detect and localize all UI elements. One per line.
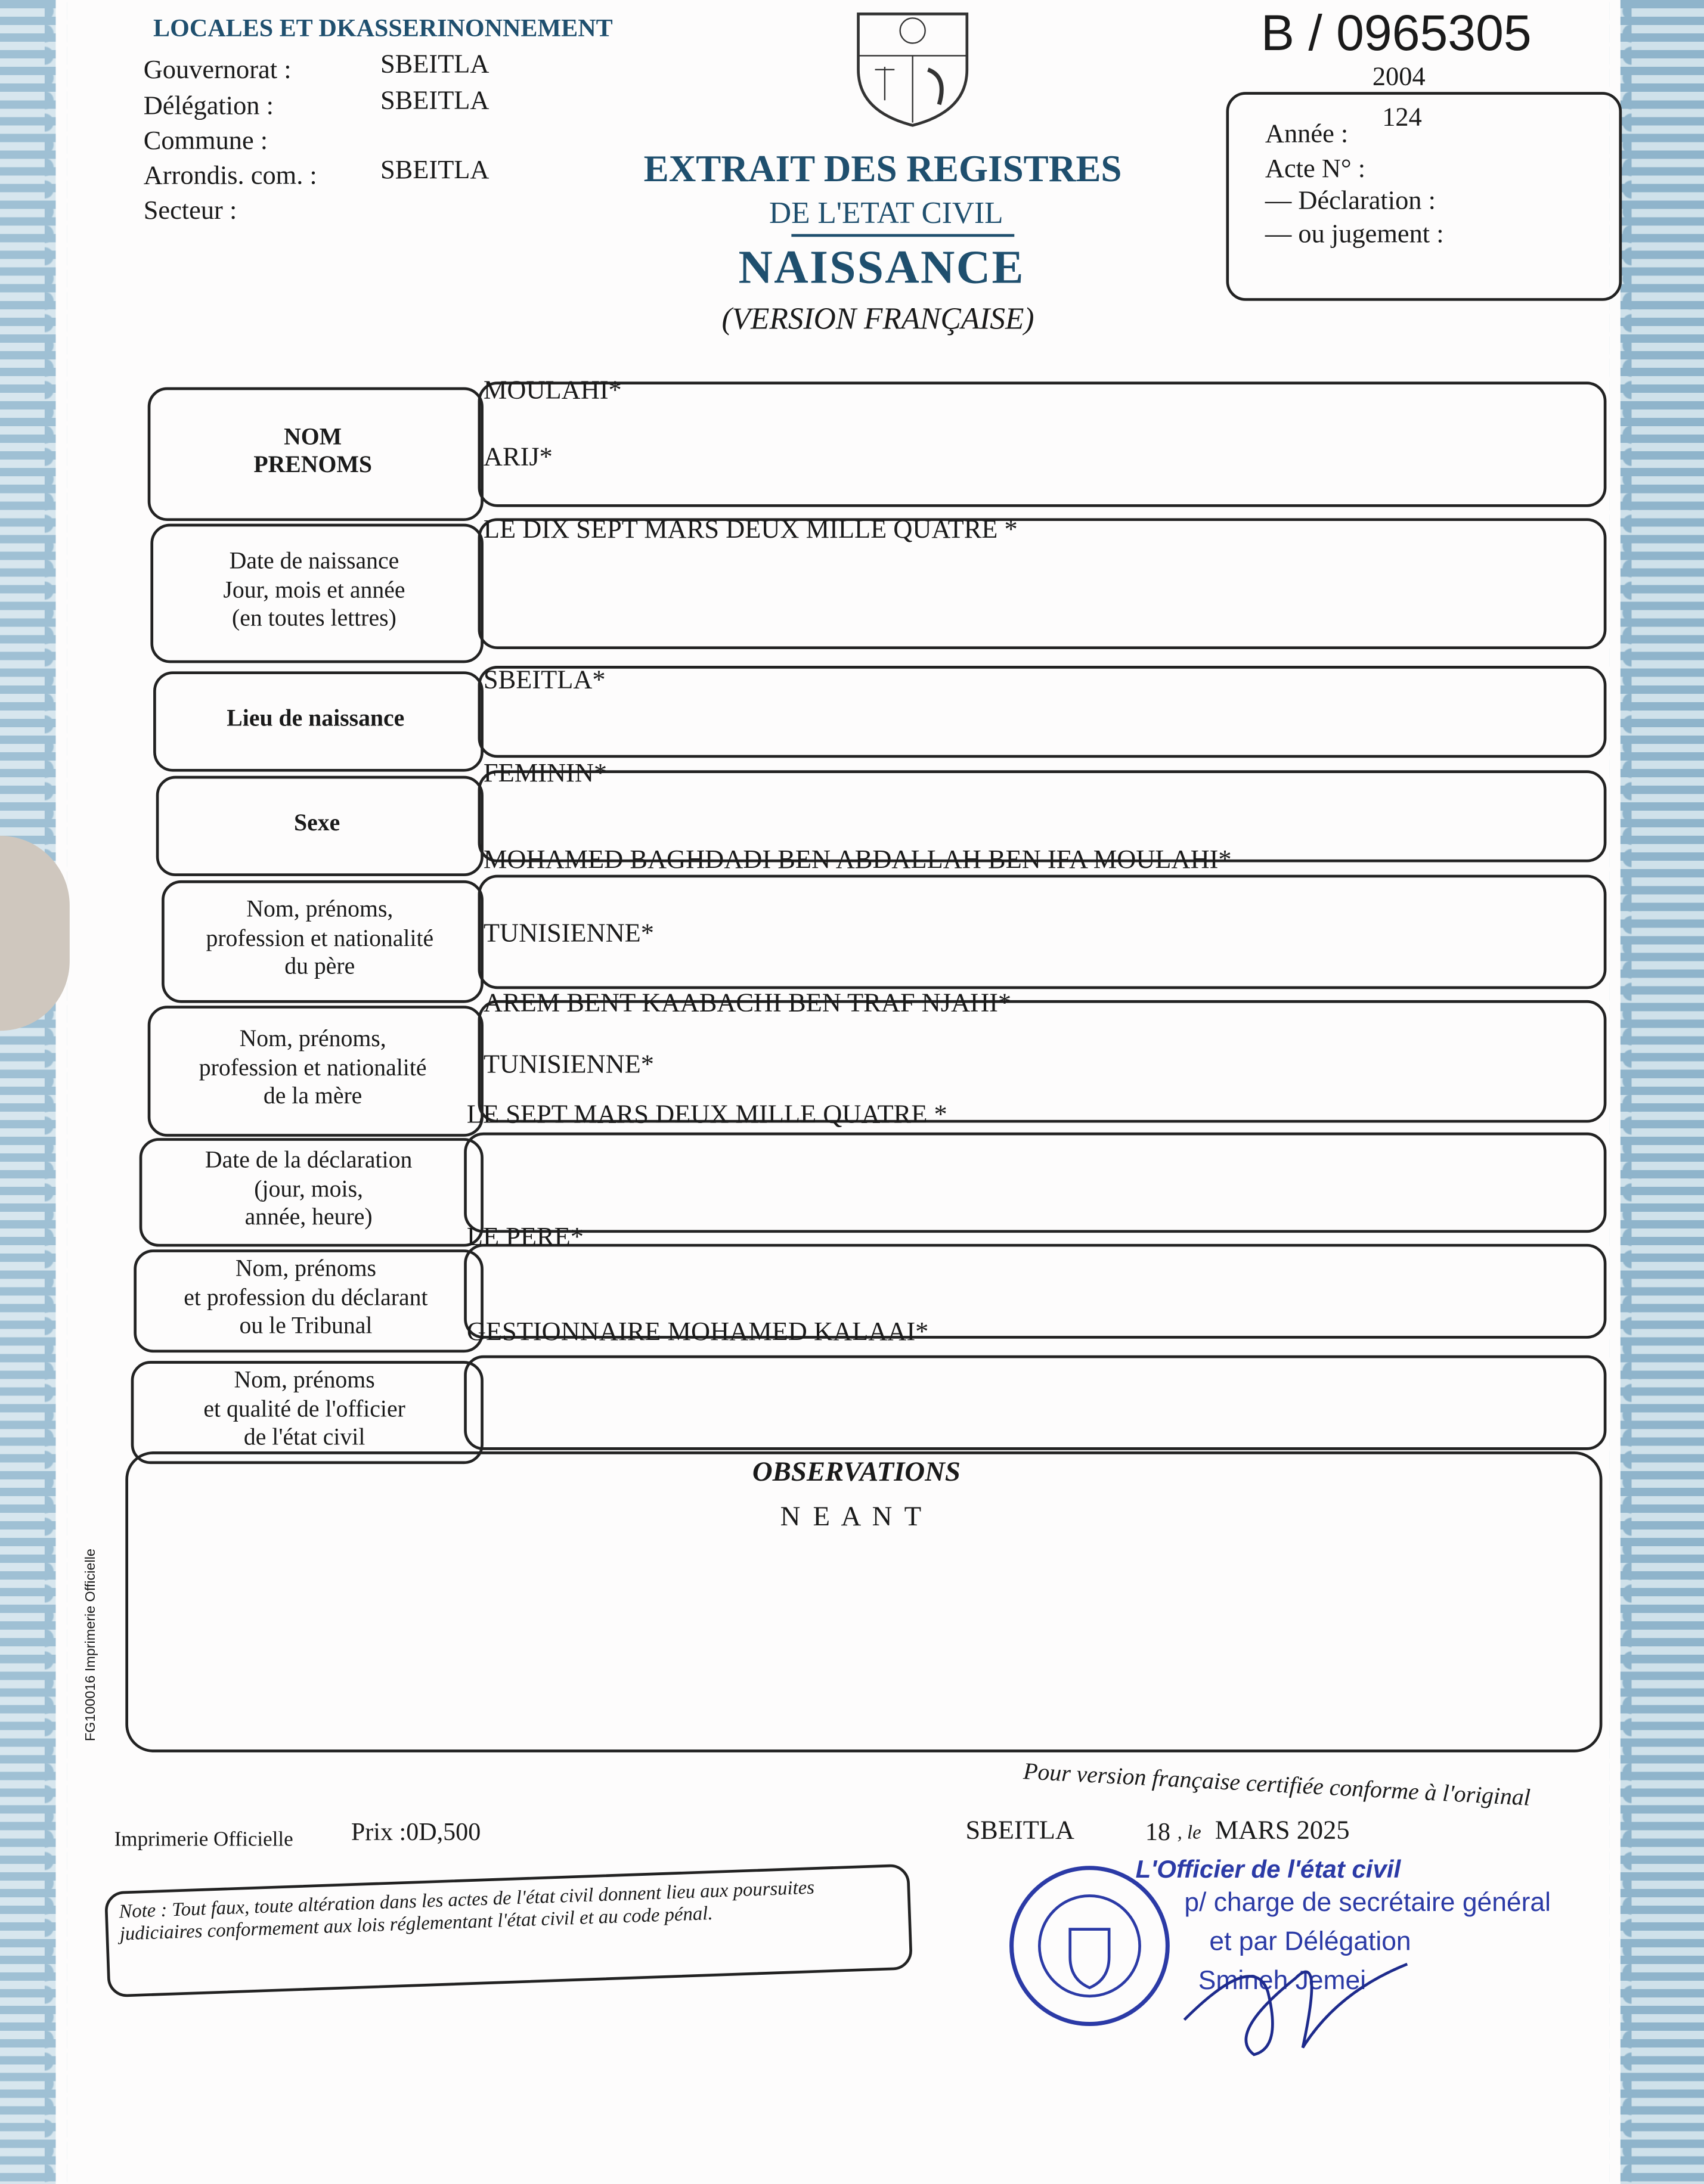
row-label bbox=[140, 1138, 478, 1241]
acte-value: 124 bbox=[1382, 103, 1422, 133]
row-value: LE DIX SEPT MARS DEUX MILLE QUATRE * bbox=[483, 515, 1018, 545]
row-label-line: année, heure) bbox=[244, 1203, 373, 1230]
jugement-label: — ou jugement : bbox=[1265, 220, 1444, 250]
observations-box bbox=[125, 1451, 1602, 1752]
title-divider bbox=[791, 234, 1014, 237]
row-value: SBEITLA* bbox=[483, 666, 606, 696]
row-label-line: NOM bbox=[284, 423, 342, 449]
stamp-line3: et par Délégation bbox=[1209, 1928, 1411, 1957]
row-label-line: PRENOMS bbox=[253, 451, 372, 478]
title-line1: EXTRAIT DES REGISTRES bbox=[643, 147, 1122, 190]
row-label-line: Date de naissance bbox=[229, 548, 399, 575]
row-label-line: profession et nationalité bbox=[199, 1054, 427, 1081]
note-box bbox=[104, 1864, 913, 1998]
acte-label: Acte N° : bbox=[1265, 154, 1366, 184]
price-label: Prix :0D,500 bbox=[351, 1817, 481, 1846]
coat-of-arms-emblem bbox=[847, 0, 978, 128]
row-label-line: Jour, mois et année bbox=[223, 576, 405, 603]
row-label-line: (jour, mois, bbox=[254, 1175, 363, 1202]
row-value: TUNISIENNE* bbox=[483, 919, 655, 949]
certified-text: Pour version française certifiée conforme à l'original bbox=[1023, 1758, 1531, 1811]
header-field-label: Commune : bbox=[143, 126, 268, 156]
header-field-label: Gouvernorat : bbox=[143, 55, 292, 85]
row-value-box bbox=[478, 666, 1607, 758]
row-value-box bbox=[478, 381, 1607, 507]
printer-label: Imprimerie Officielle bbox=[114, 1829, 293, 1851]
observations-value: N E A N T bbox=[780, 1502, 924, 1532]
row-label-line: de l'état civil bbox=[243, 1423, 365, 1451]
stamp-line2: p/ charge de secrétaire général bbox=[1184, 1888, 1551, 1918]
row-label bbox=[162, 880, 478, 997]
row-label-line: et qualité de l'officier bbox=[203, 1395, 405, 1422]
header-field-value: SBEITLA bbox=[380, 86, 489, 116]
row-value-box bbox=[464, 1133, 1606, 1233]
row-value: LE PERE* bbox=[466, 1223, 584, 1252]
row-label bbox=[153, 671, 478, 766]
decorative-border-left bbox=[0, 0, 55, 2184]
row-value: GESTIONNAIRE MOHAMED KALAAI* bbox=[466, 1317, 929, 1347]
row-label bbox=[134, 1249, 478, 1347]
row-value: AREM BENT KAABACHI BEN TRAF NJAHI* bbox=[483, 989, 1012, 1019]
row-label bbox=[156, 776, 478, 871]
row-label bbox=[150, 524, 478, 657]
row-value-box bbox=[464, 1355, 1606, 1450]
row-label-line: du père bbox=[284, 953, 355, 980]
date: MARS 2025 bbox=[1215, 1816, 1350, 1846]
le-label: , le bbox=[1177, 1823, 1201, 1845]
observations-title: OBSERVATIONS bbox=[752, 1457, 961, 1488]
version-label: (VERSION FRANÇAISE) bbox=[721, 300, 1034, 336]
row-label bbox=[148, 387, 478, 516]
row-label bbox=[131, 1361, 478, 1459]
serial-number: B / 0965305 bbox=[1260, 4, 1532, 61]
stamp-line4: Smineh Jemei bbox=[1198, 1966, 1367, 1996]
note-text: Note : Tout faux, toute altération dans les actes de l'état civil donnent lieu aux poursuites judiciaires conformement aux lois réglementant l'état civil et au code pénal. bbox=[118, 1878, 815, 1946]
row-label-line: et profession du déclarant bbox=[184, 1284, 428, 1311]
row-label-line: Lieu de naissance bbox=[227, 704, 405, 731]
row-label-line: Nom, prénoms bbox=[235, 1255, 376, 1282]
decorative-border-right bbox=[1621, 0, 1704, 2184]
row-value: ARIJ* bbox=[483, 443, 553, 473]
header-field-label: Délégation : bbox=[143, 92, 274, 122]
row-label-line: profession et nationalité bbox=[206, 925, 434, 951]
ministry-line: LOCALES ET DKASSERINONNEMENT bbox=[153, 14, 613, 42]
row-label-line: (en toutes lettres) bbox=[232, 604, 396, 632]
header-field-label: Arrondis. com. : bbox=[143, 162, 317, 191]
row-value: LE SEPT MARS DEUX MILLE QUATRE * bbox=[466, 1100, 947, 1130]
annee-label: Année : bbox=[1265, 119, 1349, 150]
row-value: FEMININ* bbox=[483, 759, 608, 789]
header-field-label: Secteur : bbox=[143, 196, 237, 226]
row-value: MOHAMED BAGHDADI BEN ABDALLAH BEN IFA MOULAHI* bbox=[483, 845, 1232, 875]
header-field-value: SBEITLA bbox=[380, 156, 489, 185]
place: SBEITLA bbox=[965, 1816, 1075, 1846]
side-print: FG100016 Imprimerie Officielle bbox=[83, 1549, 99, 1742]
title-line2: DE L'ETAT CIVIL bbox=[769, 195, 1003, 230]
signature-icon bbox=[1170, 1922, 1421, 2062]
row-label-line: de la mère bbox=[263, 1082, 363, 1109]
declaration-label: — Déclaration : bbox=[1265, 187, 1436, 216]
day: 18 bbox=[1145, 1817, 1170, 1846]
row-label-line: Date de la déclaration bbox=[205, 1147, 413, 1174]
stamp-line1: L'Officier de l'état civil bbox=[1135, 1855, 1401, 1884]
row-label-line: Nom, prénoms, bbox=[239, 1025, 386, 1053]
row-label bbox=[148, 1006, 478, 1131]
row-label-line: Nom, prénoms bbox=[234, 1367, 375, 1394]
doc-type: NAISSANCE bbox=[738, 242, 1025, 294]
row-label-line: Sexe bbox=[294, 809, 340, 836]
row-label-line: Nom, prénoms, bbox=[246, 896, 394, 923]
year-value: 2004 bbox=[1372, 63, 1426, 92]
row-label-line: ou le Tribunal bbox=[239, 1312, 373, 1339]
header-field-value: SBEITLA bbox=[380, 50, 489, 80]
row-value: MOULAHI* bbox=[483, 376, 622, 406]
row-value: TUNISIENNE* bbox=[483, 1050, 655, 1080]
